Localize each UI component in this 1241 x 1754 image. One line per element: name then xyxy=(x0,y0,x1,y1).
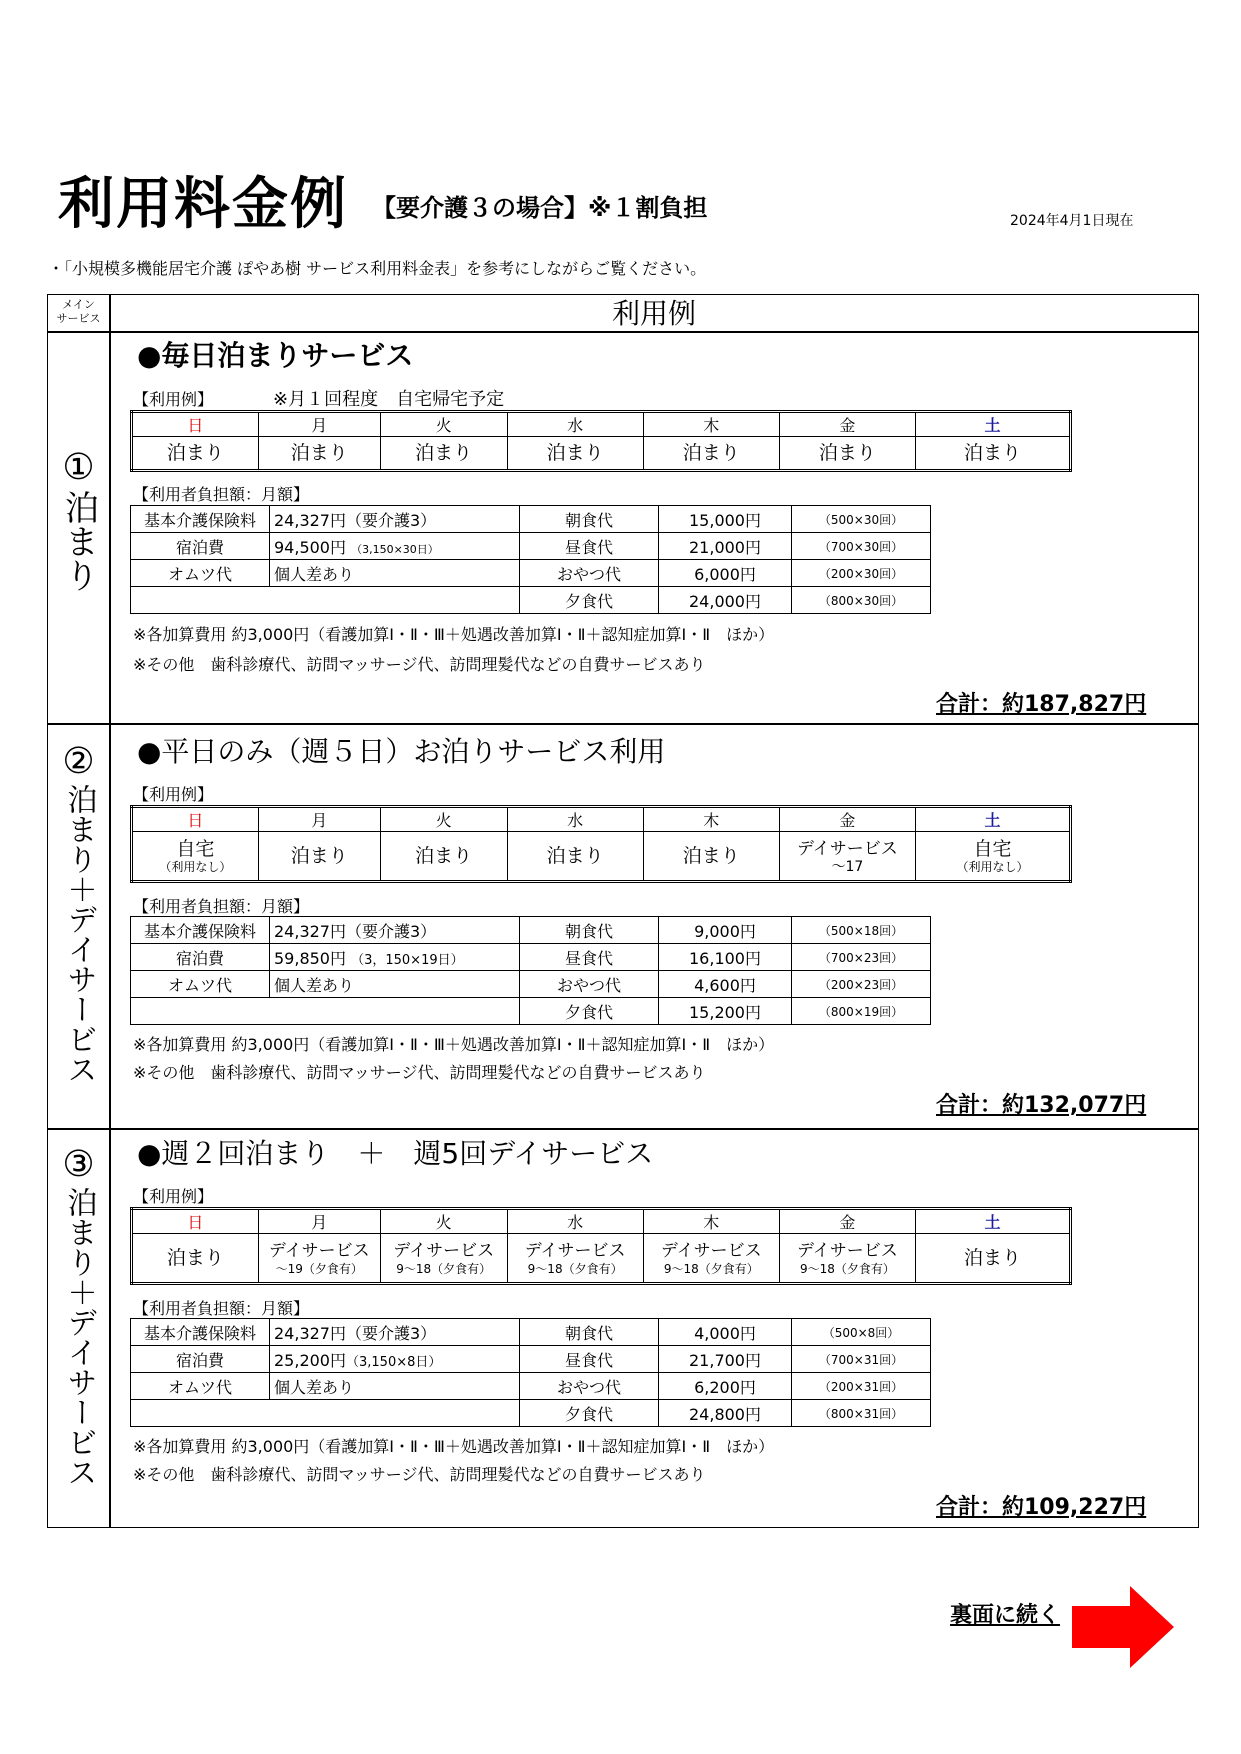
schedule-cell: 自宅 （利用なし） xyxy=(132,832,259,882)
schedule-cell: 泊まり xyxy=(779,437,915,471)
schedule-cell: 泊まり xyxy=(380,437,507,471)
as-of-date: 2024年4月1日現在 xyxy=(1010,213,1134,229)
schedule-cell: 泊まり xyxy=(915,1234,1070,1284)
section-1-burden-label: 【利用者負担額：月額】 xyxy=(133,485,310,504)
section-divider-2 xyxy=(47,1128,1199,1130)
schedule-cell: 自宅 （利用なし） xyxy=(915,832,1070,882)
section-1-schedule: 日 月 火 水 木 金 土 泊まり 泊まり 泊まり 泊まり 泊まり 泊まり 泊まり xyxy=(130,410,1072,472)
section-2-schedule: 日 月 火 水 木 金 土 自宅 （利用なし） 泊まり 泊まり 泊まり 泊まり デイサービス ～17 自宅 （利用なし） xyxy=(130,805,1072,883)
section-1-cost-table: 基本介護保険料 24,327円（要介護3） 朝食代 15,000円 （500×30回） 宿泊費 94,500円 （3,150×30日） 昼食代 21,000円 （700×30回） オムツ代 個人差あり おやつ代 6,000円 （200×30回） 夕食代 24,000円 （800×30回） xyxy=(130,505,931,614)
column-divider xyxy=(109,294,111,1528)
section-3-example-label: 【利用例】 xyxy=(133,1187,214,1206)
section-1-additional-note: ※各加算費用 約3,000円（看護加算Ⅰ・Ⅱ・Ⅲ＋処遇改善加算Ⅰ・Ⅱ＋認知症加算Ⅰ・Ⅱ ほか） xyxy=(133,625,775,644)
schedule-cell: 泊まり xyxy=(507,832,643,882)
section-2-burden-label: 【利用者負担額：月額】 xyxy=(133,897,310,916)
usage-example-header: 利用例 xyxy=(611,297,696,330)
schedule-cell: デイサービス 9～18（夕食有） xyxy=(643,1234,779,1284)
section-3-title: ●週２回泊まり ＋ 週5回デイサービス xyxy=(137,1137,654,1170)
section-2-additional-note: ※各加算費用 約3,000円（看護加算Ⅰ・Ⅱ・Ⅲ＋処遇改善加算Ⅰ・Ⅱ＋認知症加算Ⅰ・Ⅱ ほか） xyxy=(133,1035,775,1054)
section-1-other-note: ※その他 歯科診療代、訪問マッサージ代、訪問理髪代などの自費サービスあり xyxy=(133,655,706,674)
section-1-total: 合計：約187,827円 xyxy=(936,692,1147,717)
section-1-example-label: 【利用例】 xyxy=(133,390,214,409)
page-title: 利用料金例 xyxy=(58,172,348,237)
reference-note: ・「小規模多機能居宅介護 ぽやあ樹 サービス利用料金表」を参考にしながらご覧ください。 xyxy=(48,259,707,278)
section-2-label: ② 泊まり＋デイサービス xyxy=(61,741,97,1084)
section-2-other-note: ※その他 歯科診療代、訪問マッサージ代、訪問理髪代などの自費サービスあり xyxy=(133,1063,706,1082)
section-divider-1 xyxy=(47,723,1199,725)
section-3-additional-note: ※各加算費用 約3,000円（看護加算Ⅰ・Ⅱ・Ⅲ＋処遇改善加算Ⅰ・Ⅱ＋認知症加算Ⅰ・Ⅱ ほか） xyxy=(133,1437,775,1456)
section-3-label: ③ 泊まり＋デイサービス xyxy=(61,1144,97,1487)
schedule-cell: デイサービス 9～18（夕食有） xyxy=(779,1234,915,1284)
schedule-cell: 泊まり xyxy=(258,832,380,882)
page-subtitle: 【要介護３の場合】※１割負担 xyxy=(372,194,708,222)
schedule-cell: デイサービス ～17 xyxy=(779,832,915,882)
continued-on-back: 裏面に続く xyxy=(950,1603,1061,1628)
header-divider xyxy=(47,331,1199,333)
section-2-example-label: 【利用例】 xyxy=(133,785,214,804)
section-3-schedule: 日 月 火 水 木 金 土 泊まり デイサービス ～19（夕食有） デイサービス 9～18（夕食有） デイサービス 9～18（夕食有） デイサービス 9～18（夕食有） デイサービス 9～18（夕食有） 泊まり xyxy=(130,1207,1072,1285)
section-3-total: 合計：約109,227円 xyxy=(936,1495,1147,1520)
schedule-cell: 泊まり xyxy=(643,832,779,882)
section-3-other-note: ※その他 歯科診療代、訪問マッサージ代、訪問理髪代などの自費サービスあり xyxy=(133,1465,706,1484)
schedule-cell: デイサービス 9～18（夕食有） xyxy=(507,1234,643,1284)
schedule-cell: デイサービス 9～18（夕食有） xyxy=(380,1234,507,1284)
section-2-cost-table: 基本介護保険料 24,327円（要介護3） 朝食代 9,000円 （500×18回） 宿泊費 59,850円 （3，150×19日） 昼食代 16,100円 （700×23回） オムツ代 個人差あり おやつ代 4,600円 （200×23回） 夕食代 15,200円 （800×19回） xyxy=(130,916,931,1025)
schedule-cell: 泊まり xyxy=(258,437,380,471)
schedule-cell: 泊まり xyxy=(132,437,259,471)
section-3-burden-label: 【利用者負担額：月額】 xyxy=(133,1299,310,1318)
schedule-cell: デイサービス ～19（夕食有） xyxy=(258,1234,380,1284)
main-service-header: メイン サービス xyxy=(56,298,101,325)
schedule-cell: 泊まり xyxy=(643,437,779,471)
schedule-cell: 泊まり xyxy=(132,1234,259,1284)
schedule-cell: 泊まり xyxy=(380,832,507,882)
schedule-cell: 泊まり xyxy=(915,437,1070,471)
section-3-cost-table: 基本介護保険料 24,327円（要介護3） 朝食代 4,000円 （500×8回） 宿泊費 25,200円（3,150×8日） 昼食代 21,700円 （700×31回） オムツ代 個人差あり おやつ代 6,200円 （200×31回） 夕食代 24,800円 （800×31回） xyxy=(130,1318,931,1427)
section-2-title: ●平日のみ（週５日）お泊りサービス利用 xyxy=(137,735,666,768)
section-1-label: ① 泊まり xyxy=(58,447,99,592)
section-2-total: 合計：約132,077円 xyxy=(936,1093,1147,1118)
schedule-cell: 泊まり xyxy=(507,437,643,471)
section-1-example-note: ※月１回程度 自宅帰宅予定 xyxy=(273,389,505,410)
right-arrow-icon xyxy=(1072,1586,1174,1668)
section-1-title: ●毎日泊まりサービス xyxy=(137,339,414,372)
